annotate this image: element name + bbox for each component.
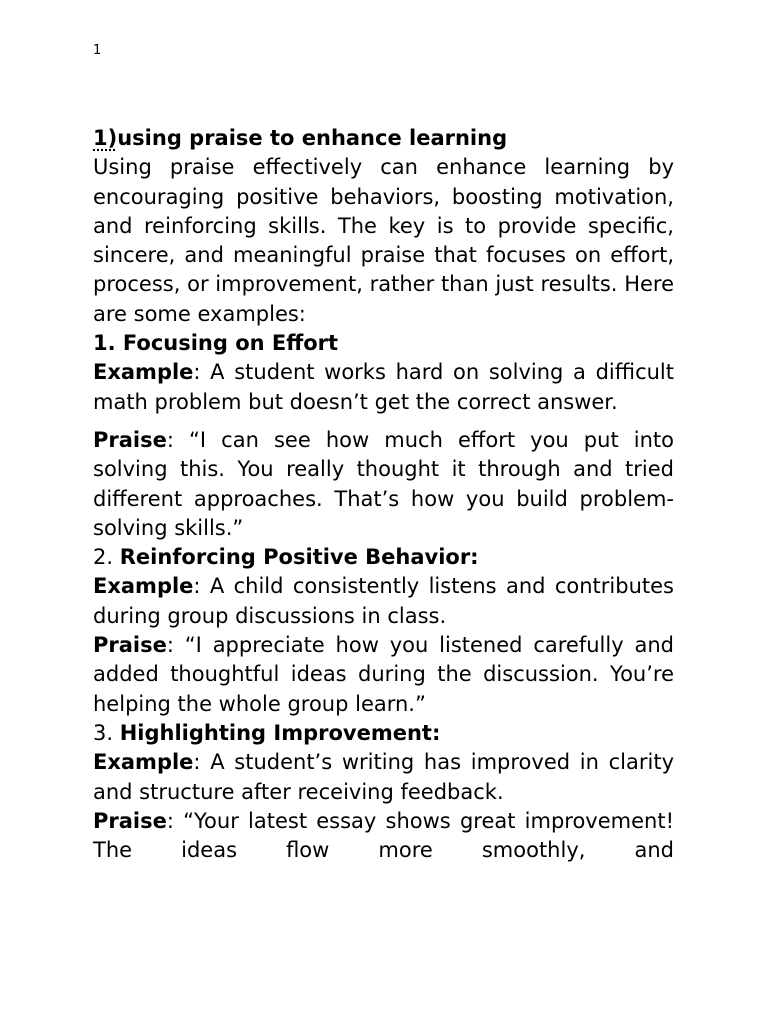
praise-label: Praise (93, 427, 167, 452)
praise-paragraph-effort (93, 426, 674, 543)
document-body (93, 124, 674, 865)
praise-label: Praise (93, 633, 167, 658)
praise-text: : “I can see how much effort you put into solving this. You really thought it through and tried different approaches. That’s how you build problem-solving skills.” (93, 427, 674, 540)
praise-text: : “Your latest essay shows great improvement! The ideas flow more smoothly, and (93, 808, 674, 863)
subheading-title: Highlighting Improvement: (119, 720, 441, 745)
subheading-title: Reinforcing Positive Behavior: (119, 545, 479, 570)
praise-text: : “I appreciate how you listened carefully and added thoughtful ideas during the discussion. You’re helping the whole group learn.” (93, 633, 674, 716)
example-label: Example (93, 750, 194, 775)
subheading-improvement (93, 719, 674, 748)
example-text: : A student’s writing has improved in clarity and structure after receiving feedback. (93, 750, 674, 804)
praise-paragraph-behavior (93, 631, 674, 719)
subheading-number: 3. (93, 720, 120, 745)
heading-number: 1) (93, 126, 118, 150)
example-paragraph-behavior (93, 572, 674, 631)
page-number: 1 (93, 43, 102, 58)
example-label: Example (93, 574, 194, 599)
section-heading (93, 124, 674, 153)
subheading-number: 2. (93, 545, 120, 570)
example-paragraph-effort (93, 358, 674, 417)
example-text: : A student works hard on solving a difficult math problem but doesn’t get the correct answer. (93, 360, 674, 414)
example-label: Example (93, 360, 194, 385)
praise-label: Praise (93, 808, 167, 833)
subheading-behavior (93, 543, 674, 572)
example-text: : A child consistently listens and contributes during group discussions in class. (93, 574, 674, 628)
praise-paragraph-improvement (93, 807, 674, 866)
intro-paragraph: Using praise effectively can enhance learning by encouraging positive behaviors, boosting motivation, and reinforcing skills. The key is to provide specific, sincere, and meaningful praise that focuses on effort, process, or improvement, rather than just results. Here are some examples: (93, 155, 674, 326)
example-paragraph-improvement (93, 748, 674, 807)
heading-text: using praise to enhance learning (117, 126, 508, 150)
subheading-effort: 1. Focusing on Effort (93, 331, 339, 356)
